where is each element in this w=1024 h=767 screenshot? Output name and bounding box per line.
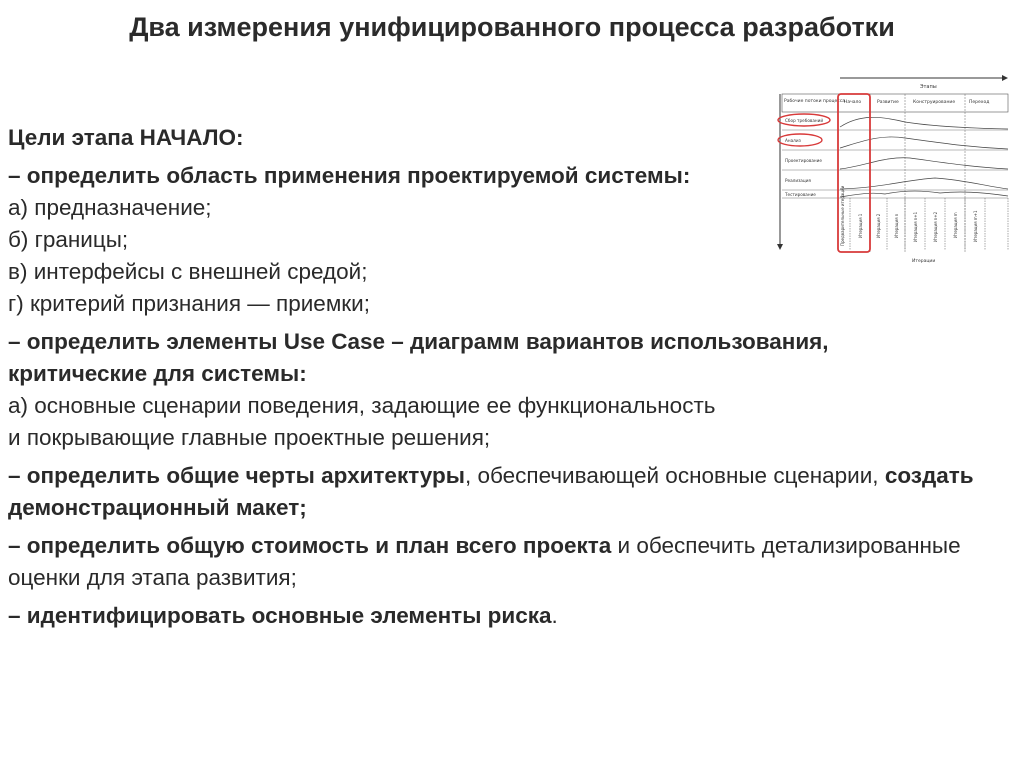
iterations-bottom-label: Итерации xyxy=(912,259,936,264)
goal-risks-bold: – идентифицировать основные элементы риска xyxy=(8,603,552,628)
goal-scope-item: в) интерфейсы с внешней средой; xyxy=(8,259,368,284)
goal-scope xyxy=(8,160,743,320)
iteration-label: Итерация 2 xyxy=(876,213,881,238)
phases-arrow-head xyxy=(1002,75,1008,81)
workflow-label: Тестирование xyxy=(785,192,816,197)
goal-scope-item: б) границы; xyxy=(8,227,129,252)
goal-cost-plan-normal: и обеспечить детализированные оценки для этапа развития; xyxy=(8,533,961,590)
goal-architecture-mockup: создать демонстрационный макет; xyxy=(8,463,974,520)
iteration-label: Итерация n+2 xyxy=(933,211,938,242)
goal-use-cases-line: а) основные сценарии поведения, задающие ее функциональность xyxy=(8,393,716,418)
goal-risks-normal: . xyxy=(551,603,558,628)
workflow-label: Реализация xyxy=(785,178,811,183)
iteration-label: Итерация n xyxy=(894,213,899,238)
workflow-label: Проектирование xyxy=(785,158,822,163)
goal-cost-plan xyxy=(8,530,998,594)
goal-scope-item: а) предназначение; xyxy=(8,195,212,220)
goal-cost-plan-bold: – определить общую стоимость и план всего проекта xyxy=(8,533,612,558)
goal-architecture-bold: – определить общие черты архитектуры xyxy=(8,463,465,488)
phase-label-inception: Начало xyxy=(844,100,862,105)
goals-heading: Цели этапа НАЧАЛО: xyxy=(8,125,244,150)
goals-section xyxy=(8,122,1018,638)
iteration-label: Предварительные итерации xyxy=(840,185,845,246)
goal-architecture-normal: , обеспечивающей основные сценарии, xyxy=(464,463,885,488)
workflows-axis-label: Рабочие потоки процесса xyxy=(784,99,846,104)
phase-label-transition: Переход xyxy=(969,100,990,105)
iteration-label: Итерация n+1 xyxy=(913,211,918,242)
goal-scope-text: – определить область применения проектируемой системы: xyxy=(8,163,691,188)
goal-architecture xyxy=(8,460,998,524)
phases-top-label: Этапы xyxy=(920,84,937,90)
iteration-label: Итерация m xyxy=(953,212,958,238)
phase-label-construction: Конструирование xyxy=(913,100,956,105)
goal-scope-item: г) критерий признания — приемки; xyxy=(8,291,370,316)
goal-risks xyxy=(8,600,1018,632)
goal-use-cases-text: – определить элементы Use Case – диаграмм вариантов использования, критические для системы: xyxy=(8,329,829,386)
phase-label-elaboration: Развитие xyxy=(877,100,899,105)
workflow-label: Анализ xyxy=(785,138,801,143)
goal-use-cases xyxy=(8,326,848,454)
iteration-label: Итерация m+1 xyxy=(973,210,978,242)
goal-use-cases-line: и покрывающие главные проектные решения; xyxy=(8,425,491,450)
page-title: Два измерения унифицированного процесса разработки xyxy=(129,12,895,42)
iteration-label: Итерация 1 xyxy=(858,213,863,238)
workflow-label: Сбор требований xyxy=(785,118,824,123)
